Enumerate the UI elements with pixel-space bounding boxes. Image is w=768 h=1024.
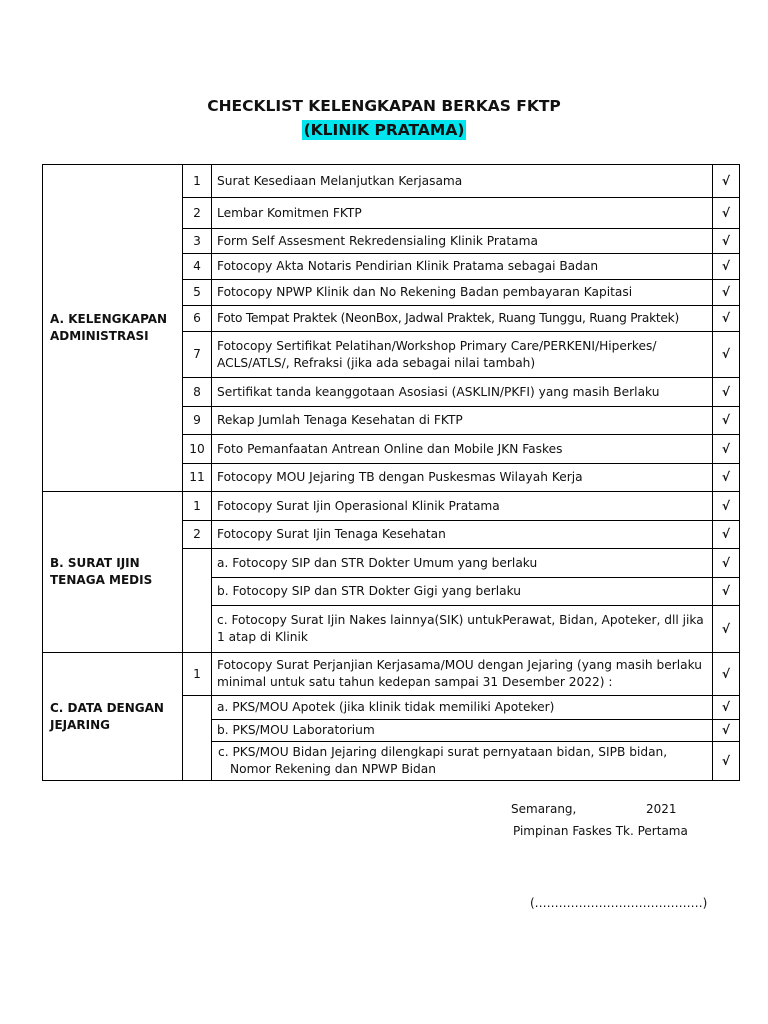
row-number: 11 xyxy=(183,464,212,492)
check-mark: √ xyxy=(713,306,740,332)
row-text: Fotocopy Surat Ijin Tenaga Kesehatan xyxy=(212,521,713,549)
row-text: Fotocopy NPWP Klinik dan No Rekening Badan pembayaran Kapitasi xyxy=(212,280,713,306)
row-text: b. PKS/MOU Laboratorium xyxy=(212,720,713,742)
row-number: 4 xyxy=(183,254,212,280)
check-mark: √ xyxy=(713,435,740,464)
check-mark: √ xyxy=(713,578,740,606)
section-b-label: B. SURAT IJIN TENAGA MEDIS xyxy=(43,492,183,653)
row-number-empty xyxy=(183,696,212,781)
row-text: Lembar Komitmen FKTP xyxy=(212,198,713,229)
row-number: 2 xyxy=(183,521,212,549)
table-row xyxy=(43,492,740,521)
check-mark: √ xyxy=(713,549,740,578)
row-text: Foto Tempat Praktek (NeonBox, Jadwal Praktek, Ruang Tunggu, Ruang Praktek) xyxy=(212,306,713,332)
row-number: 7 xyxy=(183,332,212,378)
row-number: 1 xyxy=(183,165,212,198)
signature-year: 2021 xyxy=(646,802,677,816)
check-mark: √ xyxy=(713,198,740,229)
row-number: 5 xyxy=(183,280,212,306)
row-number: 10 xyxy=(183,435,212,464)
row-number: 6 xyxy=(183,306,212,332)
checklist-table xyxy=(42,164,740,781)
row-number: 8 xyxy=(183,378,212,407)
row-text: Fotocopy Surat Ijin Operasional Klinik Pratama xyxy=(212,492,713,521)
row-text: a. PKS/MOU Apotek (jika klinik tidak memiliki Apoteker) xyxy=(212,696,713,720)
check-mark: √ xyxy=(713,653,740,696)
check-mark: √ xyxy=(713,254,740,280)
row-number-empty xyxy=(183,549,212,653)
check-mark: √ xyxy=(713,464,740,492)
row-number: 3 xyxy=(183,229,212,254)
subtitle-highlight: (KLINIK PRATAMA) xyxy=(303,121,465,139)
check-mark: √ xyxy=(713,521,740,549)
row-text: a. Fotocopy SIP dan STR Dokter Umum yang berlaku xyxy=(212,549,713,578)
check-mark: √ xyxy=(713,696,740,720)
row-text: Foto Pemanfaatan Antrean Online dan Mobile JKN Faskes xyxy=(212,435,713,464)
check-mark: √ xyxy=(713,165,740,198)
check-mark: √ xyxy=(713,606,740,653)
check-mark: √ xyxy=(713,229,740,254)
row-text: c. PKS/MOU Bidan Jejaring dilengkapi surat pernyataan bidan, SIPB bidan, Nomor Rekening dan NPWP Bidan xyxy=(212,742,713,781)
document-subtitle xyxy=(0,121,768,139)
row-text: Fotocopy Sertifikat Pelatihan/Workshop Primary Care/PERKENI/Hiperkes/ ACLS/ATLS/, Refraksi (jika ada sebagai nilai tambah) xyxy=(212,332,713,378)
section-c-label: C. DATA DENGAN JEJARING xyxy=(43,653,183,781)
check-mark: √ xyxy=(713,492,740,521)
row-text: Fotocopy Surat Perjanjian Kerjasama/MOU dengan Jejaring (yang masih berlaku minimal untuk satu tahun kedepan sampai 31 Desember 2022) : xyxy=(212,653,713,696)
row-number: 2 xyxy=(183,198,212,229)
signature-city: Semarang, xyxy=(511,802,577,816)
check-mark: √ xyxy=(713,332,740,378)
row-number: 9 xyxy=(183,407,212,435)
check-mark: √ xyxy=(713,742,740,781)
row-number: 1 xyxy=(183,653,212,696)
signature-line: (……………………………………) xyxy=(530,896,708,910)
section-a-label: A. KELENGKAPAN ADMINISTRASI xyxy=(43,165,183,492)
row-text: Fotocopy Akta Notaris Pendirian Klinik Pratama sebagai Badan xyxy=(212,254,713,280)
row-text: b. Fotocopy SIP dan STR Dokter Gigi yang berlaku xyxy=(212,578,713,606)
row-text: Rekap Jumlah Tenaga Kesehatan di FKTP xyxy=(212,407,713,435)
row-text: Surat Kesediaan Melanjutkan Kerjasama xyxy=(212,165,713,198)
check-mark: √ xyxy=(713,407,740,435)
row-number: 1 xyxy=(183,492,212,521)
row-text: Sertifikat tanda keanggotaan Asosiasi (ASKLIN/PKFI) yang masih Berlaku xyxy=(212,378,713,407)
check-mark: √ xyxy=(713,280,740,306)
signature-title: Pimpinan Faskes Tk. Pertama xyxy=(513,824,688,838)
document-title: CHECKLIST KELENGKAPAN BERKAS FKTP xyxy=(207,97,561,115)
check-mark: √ xyxy=(713,378,740,407)
row-text: Form Self Assesment Rekredensialing Klinik Pratama xyxy=(212,229,713,254)
table-row xyxy=(43,653,740,696)
row-text: c. Fotocopy Surat Ijin Nakes lainnya(SIK) untukPerawat, Bidan, Apoteker, dll jika 1 atap di Klinik xyxy=(212,606,713,653)
table-row xyxy=(43,165,740,198)
check-mark: √ xyxy=(713,720,740,742)
row-text: Fotocopy MOU Jejaring TB dengan Puskesmas Wilayah Kerja xyxy=(212,464,713,492)
